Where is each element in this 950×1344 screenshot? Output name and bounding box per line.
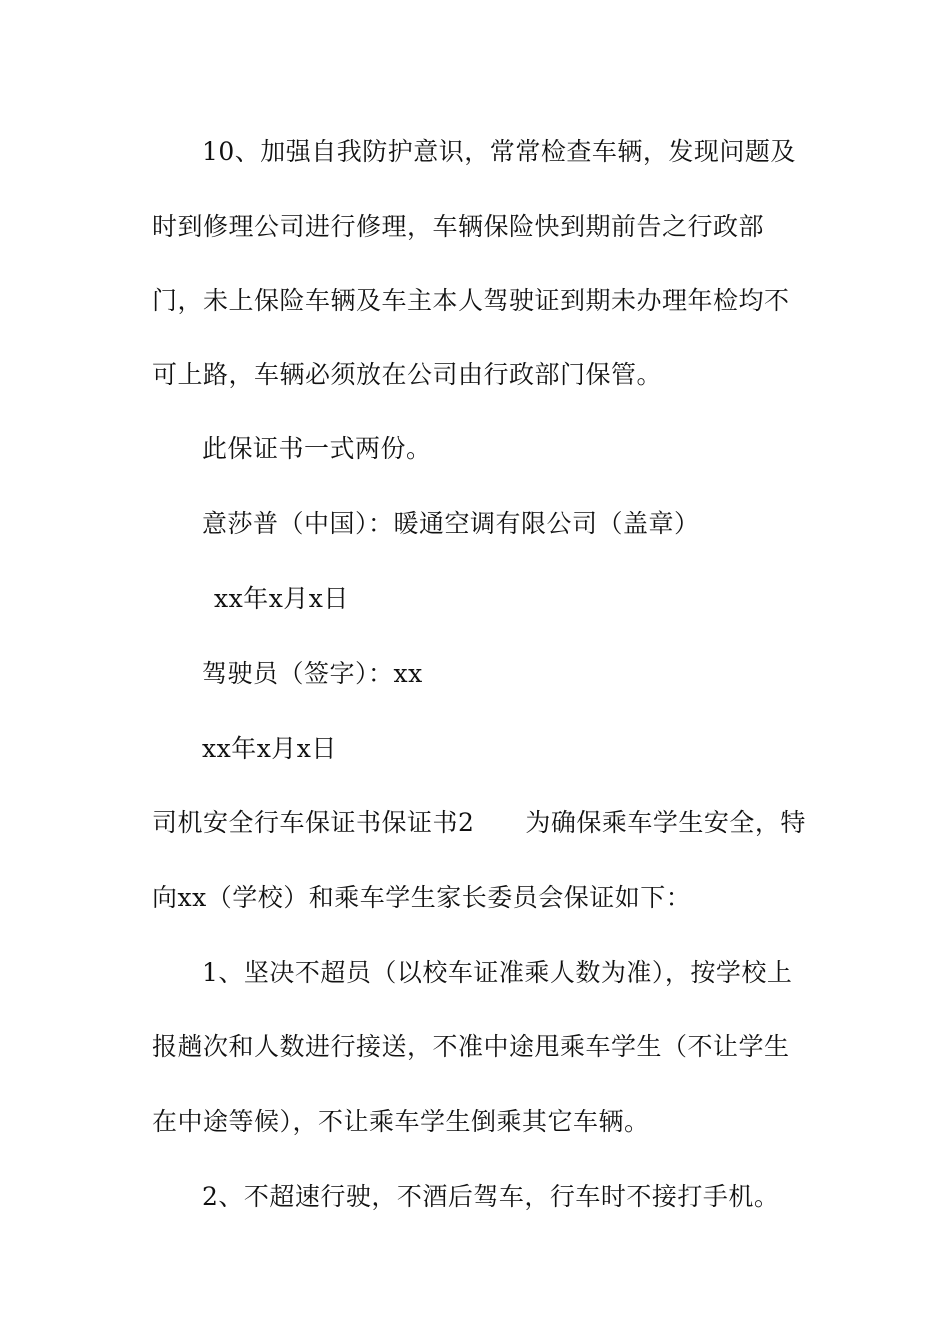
paragraph-line: 可上路，车辆必须放在公司由行政部门保管。 — [152, 360, 663, 389]
paragraph-line: 1、坚决不超员（以校车证准乘人数为准），按学校上 — [202, 958, 793, 987]
paragraph-line: 2、不超速行驶，不酒后驾车，行车时不接打手机。 — [202, 1182, 780, 1211]
paragraph-line: 报趟次和人数进行接送，不准中途甩乘车学生（不让学生 — [152, 1032, 790, 1061]
paragraph-line: 在中途等候），不让乘车学生倒乘其它车辆。 — [152, 1107, 650, 1136]
paragraph-line: 司机安全行车保证书保证书2 为确保乘车学生安全，特 — [152, 808, 806, 837]
paragraph-line: 10、加强自我防护意识，常常检查车辆，发现问题及 — [202, 137, 796, 166]
driver-signature-line: 驾驶员（签字）：xx — [202, 659, 423, 688]
date-line: xx年x月x日 — [214, 584, 349, 613]
paragraph-line: 此保证书一式两份。 — [202, 434, 432, 463]
date-line: xx年x月x日 — [202, 734, 337, 763]
paragraph-line: 时到修理公司进行修理，车辆保险快到期前告之行政部 — [152, 212, 765, 241]
paragraph-line: 向xx（学校）和乘车学生家长委员会保证如下： — [152, 883, 692, 912]
company-seal-line: 意莎普（中国）：暖通空调有限公司（盖章） — [202, 509, 700, 538]
paragraph-line: 门，未上保险车辆及车主本人驾驶证到期未办理年检均不 — [152, 286, 790, 315]
